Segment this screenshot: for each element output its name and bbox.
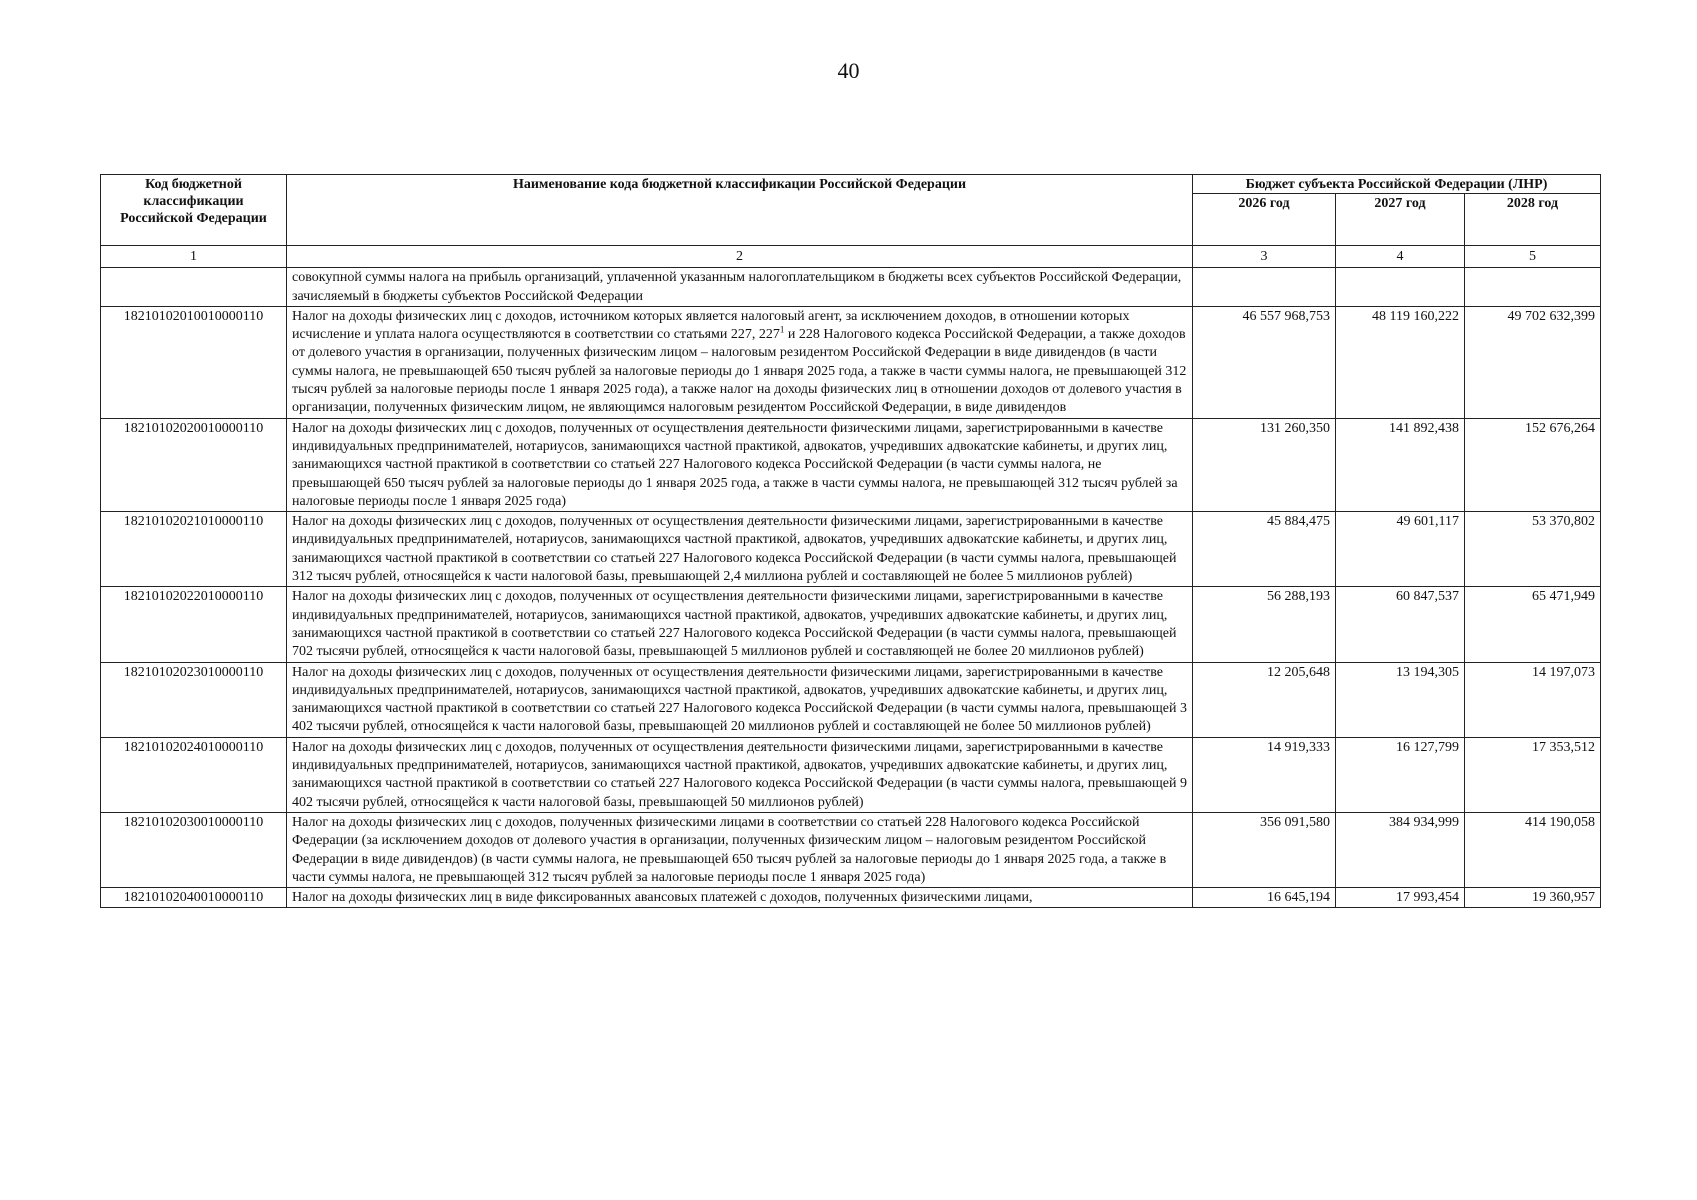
table-row (101, 737, 1601, 812)
table-row (101, 888, 1601, 908)
row-value-2026: 56 288,193 (1193, 587, 1336, 662)
row-code: 18210102024010000110 (101, 737, 287, 812)
row-name: Налог на доходы физических лиц с доходов, полученных физическими лицами в соответствии со статьей 228 Налогового кодекса Российской Федерации (за исключением доходов от долевого участия в организации, полученных физическим лицом – налоговым резидентом Российской Федерации в виде дивидендов) (в части суммы налога, не превышающей 650 тысяч рублей за налоговые периоды до 1 января 2025 года, а также в части суммы налога, не превышающей 312 тысяч рублей за налоговые периоды после 1 января 2025 года) (287, 812, 1193, 887)
row-name: Налог на доходы физических лиц с доходов, полученных от осуществления деятельности физическими лицами, зарегистрированными в качестве индивидуальных предпринимателей, нотариусов, занимающихся частной практикой, адвокатов, учредивших адвокатские кабинеты, и других лиц, занимающихся частной практикой в соответствии со статьей 227 Налогового кодекса Российской Федерации (в части суммы налога, превышающей 3 402 тысячи рублей, относящейся к части налоговой базы, превышающей 20 миллионов рублей и составляющей не более 50 миллионов рублей) (287, 662, 1193, 737)
table-row (101, 662, 1601, 737)
row-value-2026: 356 091,580 (1193, 812, 1336, 887)
row-code: 18210102022010000110 (101, 587, 287, 662)
row-value-2026: 14 919,333 (1193, 737, 1336, 812)
row-value-2027: 141 892,438 (1336, 418, 1465, 511)
row-value-2027 (1336, 268, 1465, 307)
row-code: 18210102021010000110 (101, 512, 287, 587)
row-name (287, 306, 1193, 418)
table-row (101, 512, 1601, 587)
row-value-2028: 152 676,264 (1465, 418, 1601, 511)
row-value-2028 (1465, 268, 1601, 307)
row-value-2028: 53 370,802 (1465, 512, 1601, 587)
row-name: совокупной суммы налога на прибыль организаций, уплаченной указанным налогоплательщиком в бюджеты всех субъектов Российской Федерации, зачисляемый в бюджеты субъектов Российской Федерации (287, 268, 1193, 307)
row-value-2026: 45 884,475 (1193, 512, 1336, 587)
row-value-2026: 12 205,648 (1193, 662, 1336, 737)
header-budget: Бюджет субъекта Российской Федерации (ЛНР) (1193, 175, 1601, 194)
budget-table (100, 174, 1601, 908)
row-value-2027: 49 601,117 (1336, 512, 1465, 587)
row-value-2028: 65 471,949 (1465, 587, 1601, 662)
row-value-2026: 16 645,194 (1193, 888, 1336, 908)
superscript-footnote: 1 (779, 324, 785, 335)
row-value-2027: 13 194,305 (1336, 662, 1465, 737)
row-value-2028: 14 197,073 (1465, 662, 1601, 737)
page-number: 40 (837, 58, 860, 83)
row-value-2026: 46 557 968,753 (1193, 306, 1336, 418)
row-value-2026 (1193, 268, 1336, 307)
row-name: Налог на доходы физических лиц с доходов, полученных от осуществления деятельности физическими лицами, зарегистрированными в качестве индивидуальных предпринимателей, нотариусов, занимающихся частной практикой, адвокатов, учредивших адвокатские кабинеты, и других лиц, занимающихся частной практикой в соответствии со статьей 227 Налогового кодекса Российской Федерации (в части суммы налога, превышающей 312 тысяч рублей, относящейся к части налоговой базы, превышающей 2,4 миллиона рублей и составляющей не более 5 миллионов рублей) (287, 512, 1193, 587)
column-number: 2 (287, 246, 1193, 268)
row-name-part: и 228 Налогового кодекса Российской Федерации, а также доходов от долевого участия в организации, полученных физическим лицом – налоговым резидентом Российской Федерации в виде дивидендов (в части суммы налога, не превышающей 650 тысяч рублей за налоговые периоды до 1 января 2025 года, а также в части суммы налога, не превышающей 312 тысяч рублей за налоговые периоды после 1 января 2025 года), а также налог на доходы физических лиц в отношении доходов от долевого участия в организации, полученных физическим лицом, не являющимся налоговым резидентом Российской Федерации, в виде дивидендов (292, 327, 1187, 416)
row-value-2026: 131 260,350 (1193, 418, 1336, 511)
row-code: 18210102030010000110 (101, 812, 287, 887)
table-row (101, 268, 1601, 307)
table-row (101, 587, 1601, 662)
row-code: 18210102040010000110 (101, 888, 287, 908)
column-number: 1 (101, 246, 287, 268)
row-name: Налог на доходы физических лиц с доходов, полученных от осуществления деятельности физическими лицами, зарегистрированными в качестве индивидуальных предпринимателей, нотариусов, занимающихся частной практикой, адвокатов, учредивших адвокатские кабинеты, и других лиц, занимающихся частной практикой в соответствии со статьей 227 Налогового кодекса Российской Федерации (в части суммы налога, превышающей 9 402 тысячи рублей, относящейся к части налоговой базы, превышающей 50 миллионов рублей) (287, 737, 1193, 812)
row-value-2028: 19 360,957 (1465, 888, 1601, 908)
column-number: 5 (1465, 246, 1601, 268)
header-year-2026: 2026 год (1193, 194, 1336, 246)
column-number: 4 (1336, 246, 1465, 268)
row-name-part: Налог на доходы физических лиц с доходов, источником которых является налоговый агент, за исключением доходов, в отношении которых исчисление и уплата налога осуществляются в соответствии со статьями 227, 227 (292, 308, 1130, 343)
row-value-2027: 17 993,454 (1336, 888, 1465, 908)
table-row (101, 306, 1601, 418)
row-value-2028: 414 190,058 (1465, 812, 1601, 887)
row-name: Налог на доходы физических лиц в виде фиксированных авансовых платежей с доходов, полученных физическими лицами, (287, 888, 1193, 908)
row-name: Налог на доходы физических лиц с доходов, полученных от осуществления деятельности физическими лицами, зарегистрированными в качестве индивидуальных предпринимателей, нотариусов, занимающихся частной практикой, адвокатов, учредивших адвокатские кабинеты, и других лиц, занимающихся частной практикой в соответствии со статьей 227 Налогового кодекса Российской Федерации (в части суммы налога, превышающей 702 тысячи рублей, относящейся к части налоговой базы, превышающей 5 миллионов рублей и составляющей не более 20 миллионов рублей) (287, 587, 1193, 662)
table-row (101, 812, 1601, 887)
row-value-2027: 16 127,799 (1336, 737, 1465, 812)
row-code (101, 268, 287, 307)
row-value-2027: 384 934,999 (1336, 812, 1465, 887)
table-row (101, 418, 1601, 511)
row-value-2028: 49 702 632,399 (1465, 306, 1601, 418)
column-numbers-row (101, 246, 1601, 268)
column-number: 3 (1193, 246, 1336, 268)
row-code: 18210102023010000110 (101, 662, 287, 737)
row-name: Налог на доходы физических лиц с доходов, полученных от осуществления деятельности физическими лицами, зарегистрированными в качестве индивидуальных предпринимателей, нотариусов, занимающихся частной практикой, адвокатов, учредивших адвокатские кабинеты, и других лиц, занимающихся частной практикой в соответствии со статьей 227 Налогового кодекса Российской Федерации (в части суммы налога, не превышающей 650 тысяч рублей за налоговые периоды до 1 января 2025 года, а также в части суммы налога, не превышающей 312 тысяч рублей за налоговые периоды после 1 января 2025 года) (287, 418, 1193, 511)
row-value-2028: 17 353,512 (1465, 737, 1601, 812)
row-code: 18210102010010000110 (101, 306, 287, 418)
row-value-2027: 60 847,537 (1336, 587, 1465, 662)
header-name: Наименование кода бюджетной классификации Российской Федерации (287, 175, 1193, 246)
header-year-2028: 2028 год (1465, 194, 1601, 246)
header-code: Код бюджетной классификации Российской Федерации (101, 175, 287, 246)
row-value-2027: 48 119 160,222 (1336, 306, 1465, 418)
header-year-2027: 2027 год (1336, 194, 1465, 246)
row-code: 18210102020010000110 (101, 418, 287, 511)
